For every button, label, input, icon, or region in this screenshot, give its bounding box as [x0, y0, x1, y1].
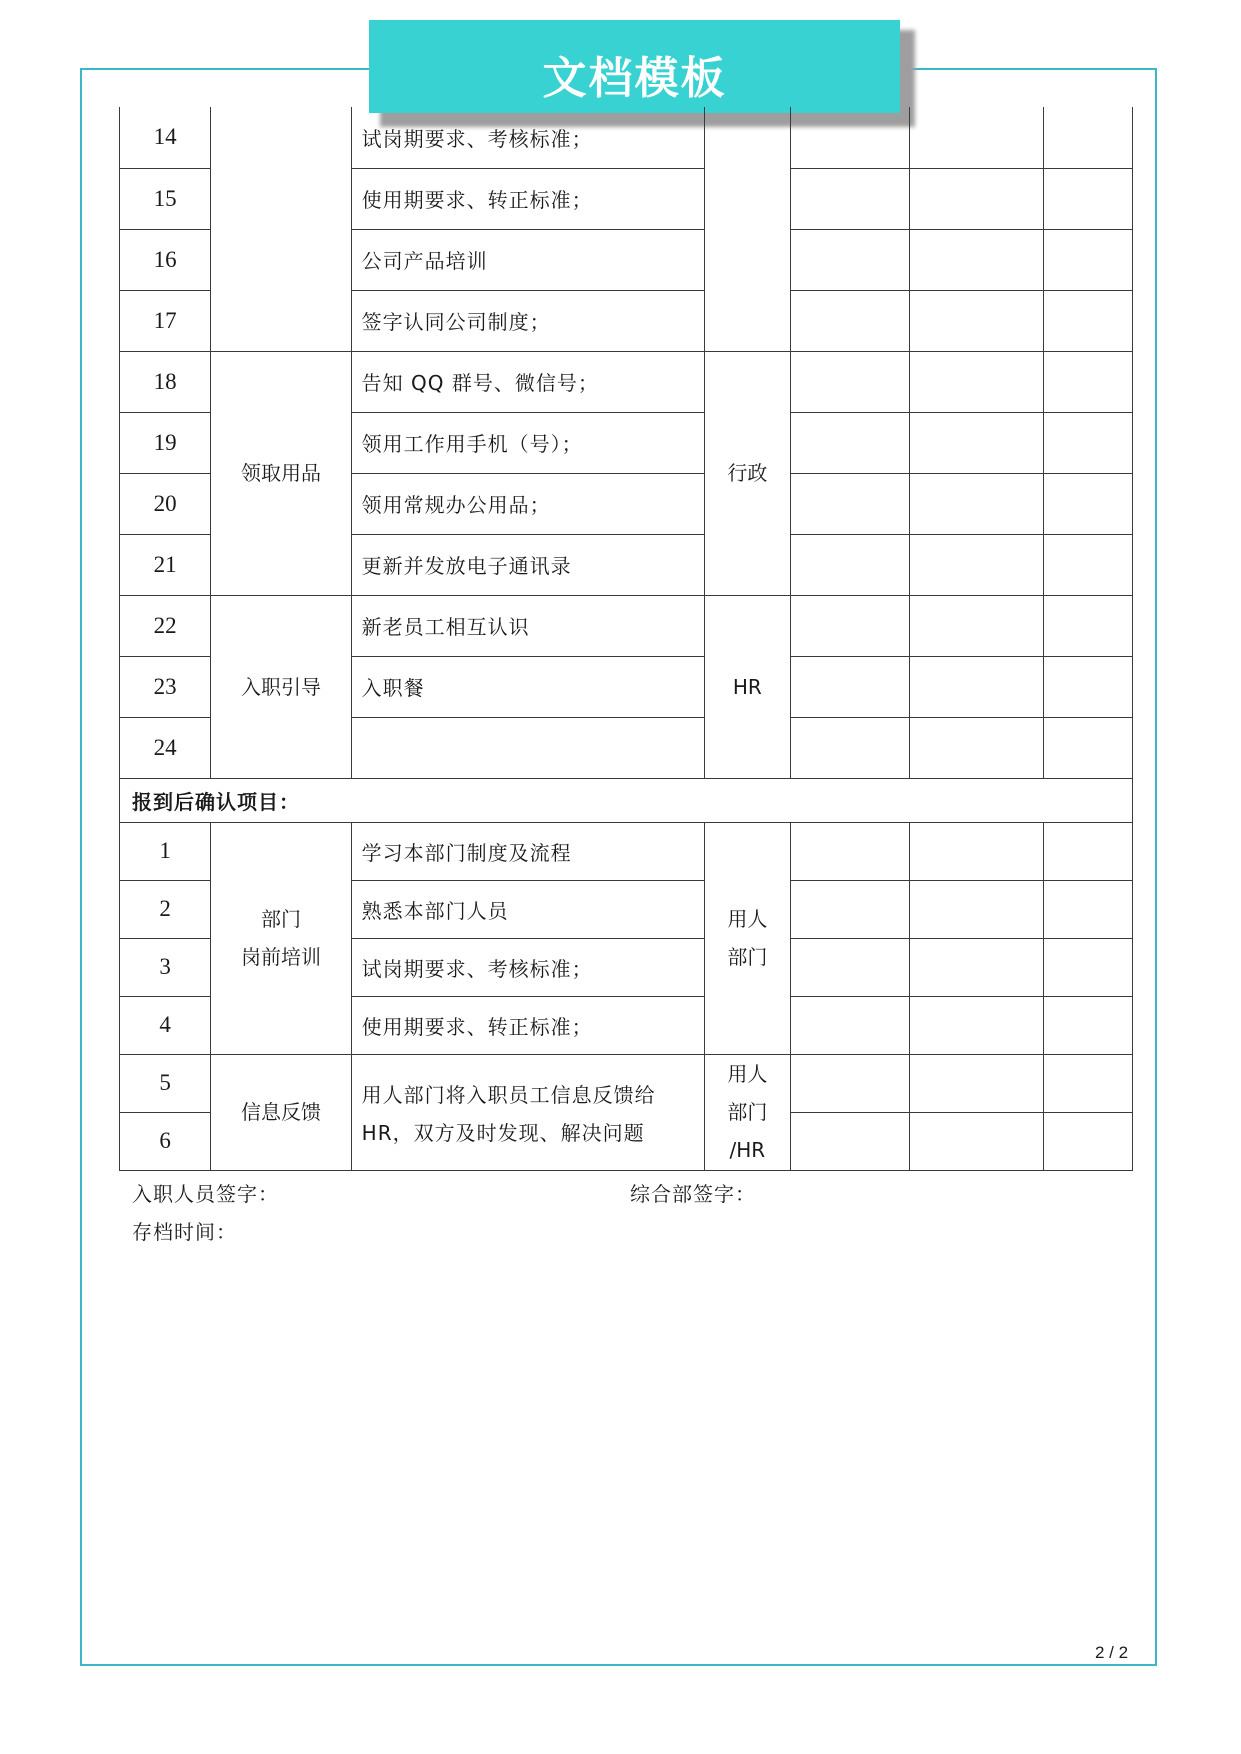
blank-cell	[790, 290, 909, 351]
item-cell: 入职餐	[351, 656, 704, 717]
blank-cell	[910, 1054, 1043, 1112]
title-banner	[369, 20, 900, 113]
row-number: 4	[120, 996, 211, 1054]
item-cell: 告知 QQ 群号、微信号；	[351, 351, 704, 412]
item-line: 用人部门将入职员工信息反馈给	[361, 1083, 656, 1107]
category-cell	[211, 107, 351, 351]
blank-cell	[910, 168, 1043, 229]
owner-line: 用人	[727, 907, 768, 931]
blank-cell	[790, 1112, 909, 1170]
blank-cell	[1043, 996, 1132, 1054]
blank-cell	[1043, 412, 1132, 473]
blank-cell	[1043, 880, 1132, 938]
blank-cell	[1043, 1112, 1132, 1170]
blank-cell	[910, 656, 1043, 717]
blank-cell	[1043, 656, 1132, 717]
blank-cell	[910, 880, 1043, 938]
row-number: 23	[120, 656, 211, 717]
row-number: 21	[120, 534, 211, 595]
row-number: 20	[120, 473, 211, 534]
row-number: 17	[120, 290, 211, 351]
blank-cell	[790, 595, 909, 656]
blank-cell	[1043, 351, 1132, 412]
item-cell: 使用期要求、转正标准；	[351, 168, 704, 229]
section-heading: 报到后确认项目：	[120, 778, 1133, 822]
blank-cell	[790, 473, 909, 534]
owner-line: 用人	[727, 1062, 768, 1086]
item-cell	[351, 717, 704, 778]
owner-cell: 行政	[704, 351, 790, 595]
blank-cell	[1043, 534, 1132, 595]
row-number: 19	[120, 412, 211, 473]
blank-cell	[1043, 1054, 1132, 1112]
row-number: 22	[120, 595, 211, 656]
category-cell: 入职引导	[211, 595, 351, 778]
blank-cell	[910, 595, 1043, 656]
blank-cell	[790, 351, 909, 412]
blank-cell	[790, 107, 909, 168]
row-number: 5	[120, 1054, 211, 1112]
blank-cell	[1043, 290, 1132, 351]
blank-cell	[790, 229, 909, 290]
page-number: 2 / 2	[1095, 1643, 1129, 1662]
row-number: 16	[120, 229, 211, 290]
blank-cell	[790, 534, 909, 595]
category-line: 部门	[260, 907, 301, 931]
blank-cell	[910, 107, 1043, 168]
item-cell: 新老员工相互认识	[351, 595, 704, 656]
blank-cell	[1043, 938, 1132, 996]
item-cell: 学习本部门制度及流程	[351, 822, 704, 880]
onboarding-checklist-table	[119, 107, 1133, 1171]
table-row	[120, 351, 1133, 412]
blank-cell	[1043, 168, 1132, 229]
blank-cell	[790, 412, 909, 473]
table-row	[120, 822, 1133, 880]
owner-line: /HR	[729, 1138, 766, 1162]
owner-line: 部门	[727, 1100, 768, 1124]
row-number: 6	[120, 1112, 211, 1170]
item-cell: 签字认同公司制度；	[351, 290, 704, 351]
blank-cell	[1043, 107, 1132, 168]
row-number: 18	[120, 351, 211, 412]
blank-cell	[790, 717, 909, 778]
row-number: 2	[120, 880, 211, 938]
item-cell: 领用工作用手机（号）；	[351, 412, 704, 473]
item-cell	[351, 1054, 704, 1170]
blank-cell	[790, 1054, 909, 1112]
archive-time-label: 存档时间：	[132, 1220, 237, 1244]
item-cell: 公司产品培训	[351, 229, 704, 290]
owner-cell: HR	[704, 595, 790, 778]
item-line: HR，双方及时发现、解决问题	[361, 1121, 645, 1145]
owner-line: 部门	[727, 945, 768, 969]
blank-cell	[790, 880, 909, 938]
blank-cell	[910, 351, 1043, 412]
table-row	[120, 595, 1133, 656]
row-number: 14	[120, 107, 211, 168]
item-cell: 试岗期要求、考核标准；	[351, 107, 704, 168]
blank-cell	[910, 822, 1043, 880]
item-cell: 使用期要求、转正标准；	[351, 996, 704, 1054]
blank-cell	[790, 822, 909, 880]
blank-cell	[910, 534, 1043, 595]
blank-cell	[910, 290, 1043, 351]
dept-signature-label: 综合部签字：	[630, 1182, 756, 1206]
category-cell	[211, 822, 351, 1054]
item-cell: 试岗期要求、考核标准；	[351, 938, 704, 996]
owner-cell	[704, 1054, 790, 1170]
employee-signature-label: 入职人员签字：	[132, 1182, 279, 1206]
blank-cell	[1043, 595, 1132, 656]
blank-cell	[910, 938, 1043, 996]
table-row	[120, 1054, 1133, 1112]
blank-cell	[910, 717, 1043, 778]
item-cell: 领用常规办公用品；	[351, 473, 704, 534]
blank-cell	[790, 656, 909, 717]
item-cell: 更新并发放电子通讯录	[351, 534, 704, 595]
category-line: 岗前培训	[240, 945, 321, 969]
item-cell: 熟悉本部门人员	[351, 880, 704, 938]
section-header-row	[120, 778, 1133, 822]
owner-cell	[704, 822, 790, 1054]
blank-cell	[1043, 717, 1132, 778]
row-number: 3	[120, 938, 211, 996]
blank-cell	[1043, 473, 1132, 534]
blank-cell	[910, 229, 1043, 290]
banner-title: 文档模板	[542, 52, 727, 104]
row-number: 1	[120, 822, 211, 880]
blank-cell	[910, 473, 1043, 534]
row-number: 24	[120, 717, 211, 778]
blank-cell	[910, 412, 1043, 473]
blank-cell	[910, 1112, 1043, 1170]
owner-cell	[704, 107, 790, 351]
blank-cell	[790, 938, 909, 996]
blank-cell	[1043, 229, 1132, 290]
blank-cell	[790, 996, 909, 1054]
blank-cell	[790, 168, 909, 229]
category-cell: 领取用品	[211, 351, 351, 595]
blank-cell	[910, 996, 1043, 1054]
table-row	[120, 107, 1133, 168]
category-cell: 信息反馈	[211, 1054, 351, 1170]
blank-cell	[1043, 822, 1132, 880]
row-number: 15	[120, 168, 211, 229]
